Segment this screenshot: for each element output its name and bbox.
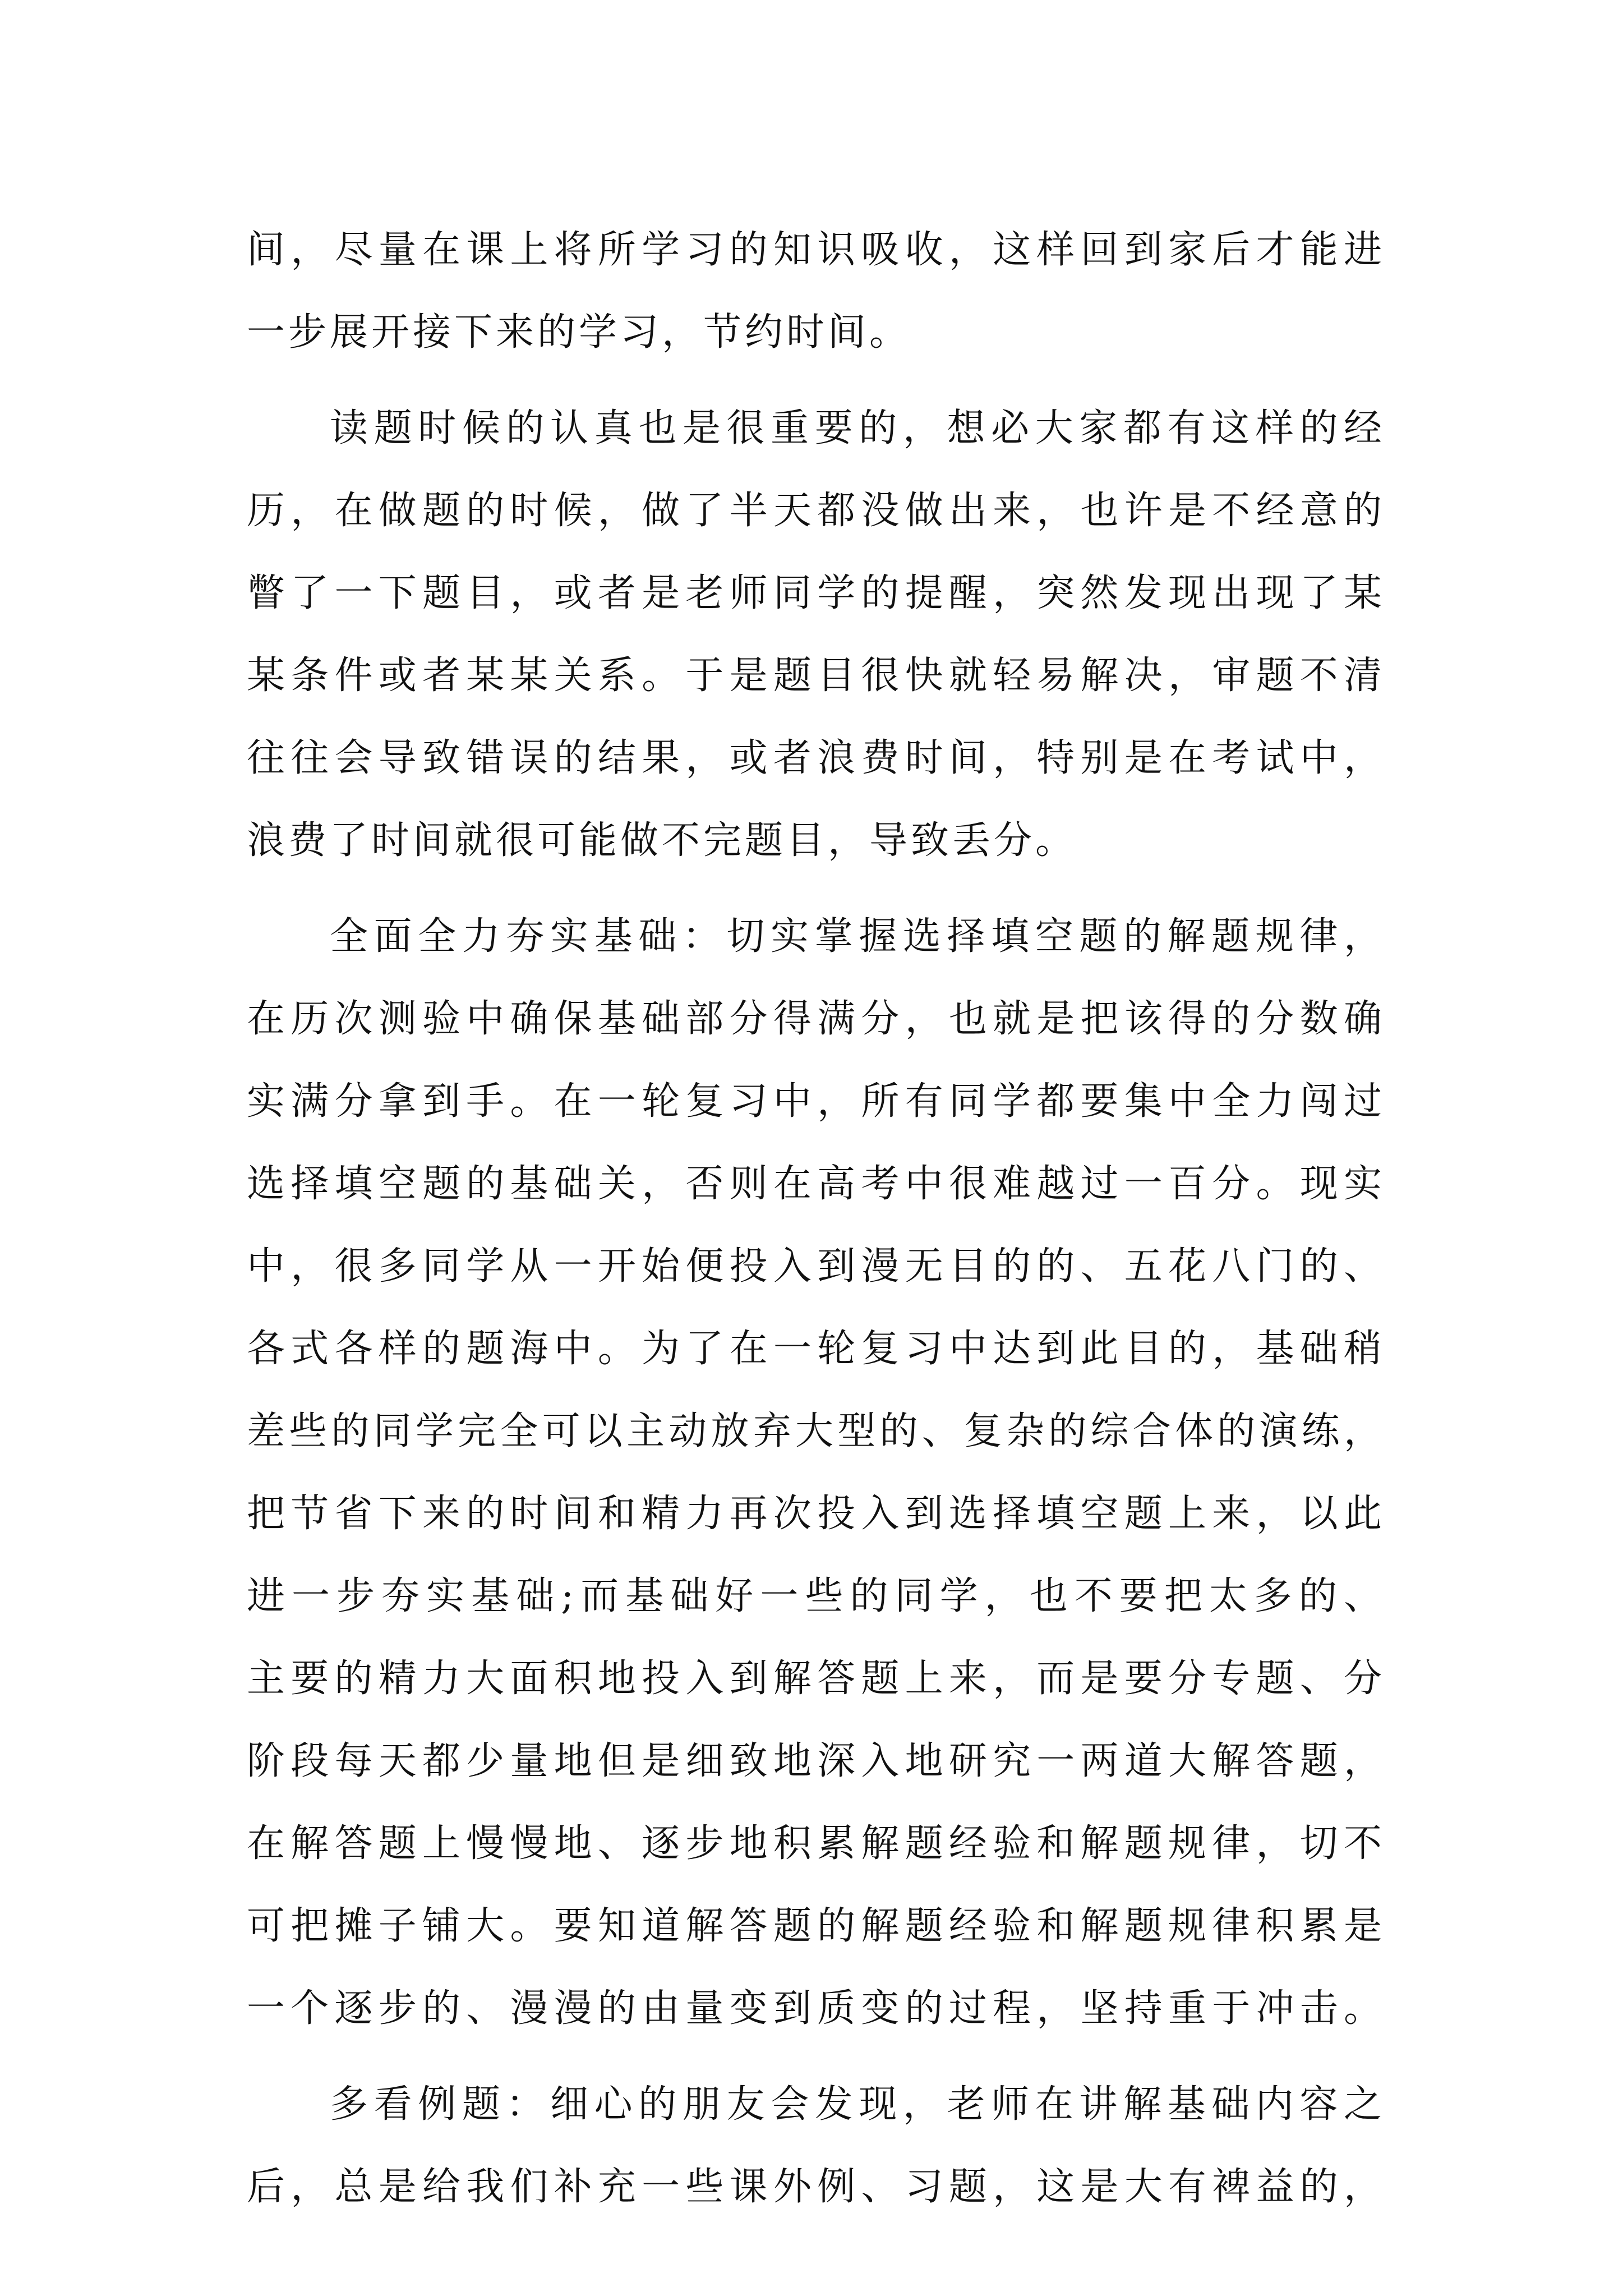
- text-line: 一步展开接下来的学习，节约时间。: [247, 310, 911, 355]
- text-line: 实满分拿到手。在一轮复习中，所有同学都要集中全力闯过: [247, 1079, 1385, 1124]
- body-text: [247, 209, 1385, 2228]
- text-line: 后，总是给我们补充一些课外例、习题，这是大有裨益的，: [247, 2165, 1385, 2209]
- paragraph: [247, 387, 1385, 882]
- text-line: 全面全力夯实基础：切实掌握选择填空题的解题规律，: [330, 914, 1385, 959]
- text-line: 中，很多同学从一开始便投入到漫无目的的、五花八门的、: [247, 1244, 1385, 1289]
- text-line: 选择填空题的基础关，否则在高考中很难越过一百分。现实: [247, 1162, 1385, 1206]
- text-line: 往往会导致错误的结果，或者浪费时间，特别是在考试中，: [247, 736, 1385, 780]
- text-line: 历，在做题的时候，做了半天都没做出来，也许是不经意的: [247, 489, 1385, 533]
- text-line: 主要的精力大面积地投入到解答题上来，而是要分专题、分: [247, 1657, 1385, 1701]
- text-line: 一个逐步的、漫漫的由量变到质变的过程，坚持重于冲击。: [247, 1986, 1385, 2031]
- text-line: 浪费了时间就很可能做不完题目，导致丢分。: [247, 818, 1077, 863]
- text-line: 差些的同学完全可以主动放弃大型的、复杂的综合体的演练，: [247, 1409, 1385, 1453]
- text-line: 在历次测验中确保基础部分得满分，也就是把该得的分数确: [247, 997, 1385, 1041]
- text-line: 多看例题：细心的朋友会发现，老师在讲解基础内容之: [330, 2082, 1385, 2127]
- text-line: 读题时候的认真也是很重要的，想必大家都有这样的经: [330, 406, 1385, 450]
- text-line: 在解答题上慢慢地、逐步地积累解题经验和解题规律，切不: [247, 1821, 1385, 1866]
- paragraph: [247, 209, 1385, 374]
- text-line: 某条件或者某某关系。于是题目很快就轻易解决，审题不清: [247, 654, 1385, 698]
- text-line: 阶段每天都少量地但是细致地深入地研究一两道大解答题，: [247, 1739, 1385, 1783]
- text-line: 瞥了一下题目，或者是老师同学的提醒，突然发现出现了某: [247, 571, 1385, 615]
- text-line: 间，尽量在课上将所学习的知识吸收，这样回到家后才能进: [247, 228, 1385, 272]
- text-line: 进一步夯实基础;而基础好一些的同学，也不要把太多的、: [247, 1574, 1385, 1618]
- text-line: 各式各样的题海中。为了在一轮复习中达到此目的，基础稍: [247, 1327, 1385, 1371]
- text-line: 可把摊子铺大。要知道解答题的解题经验和解题规律积累是: [247, 1904, 1385, 1948]
- paragraph: [247, 895, 1385, 2050]
- text-line: 把节省下来的时间和精力再次投入到选择填空题上来，以此: [247, 1492, 1385, 1536]
- paragraph: [247, 2063, 1385, 2228]
